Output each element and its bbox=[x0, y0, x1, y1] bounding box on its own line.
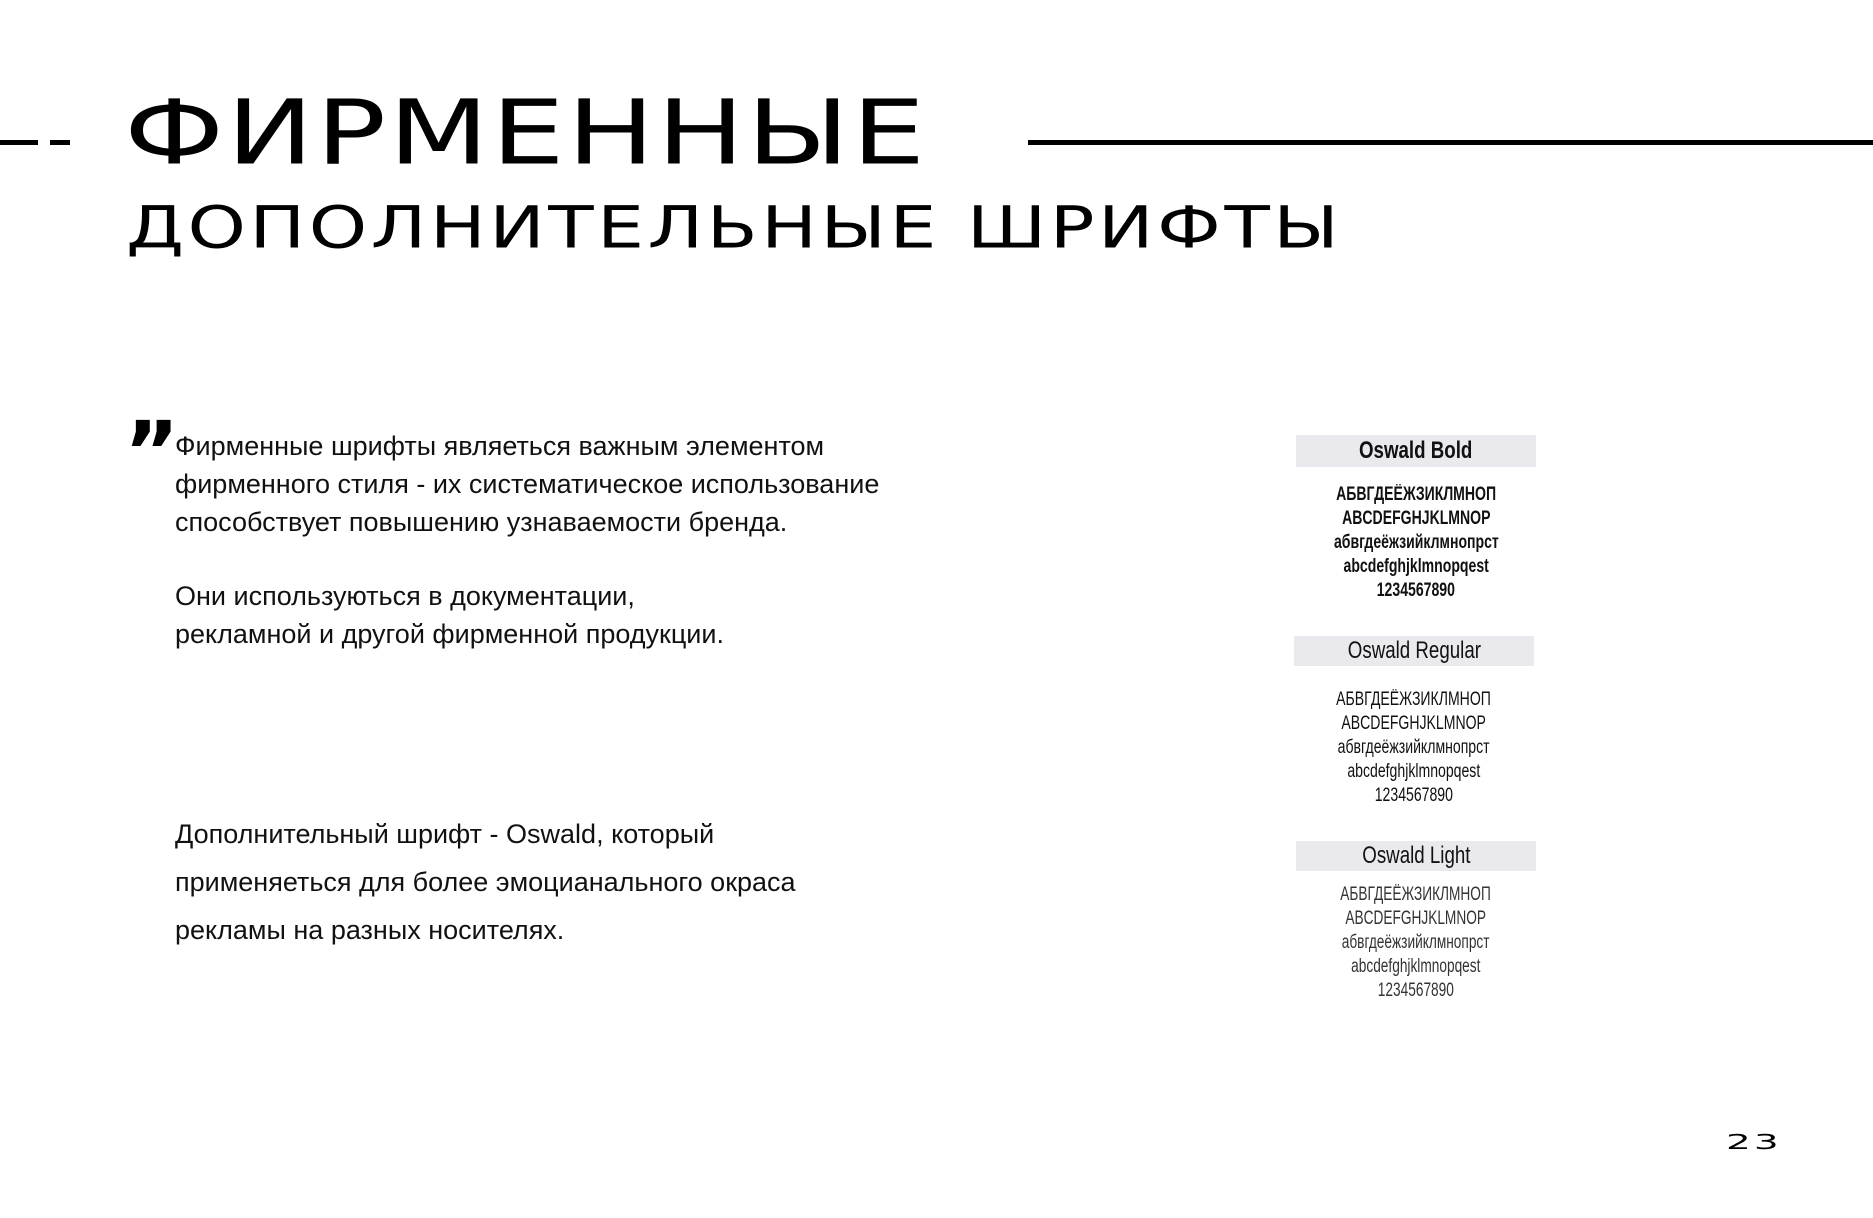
specimen-sample bbox=[1296, 883, 1536, 1003]
header-rule-left bbox=[0, 140, 38, 145]
specimen-line: 1234567890 bbox=[1374, 785, 1454, 806]
page-number: 23 bbox=[1726, 1130, 1782, 1155]
page-title: ФИРМЕННЫЕ bbox=[124, 80, 928, 186]
specimen-line: ABCDEFGHJKLMNOP bbox=[1341, 508, 1491, 529]
specimen-line: АБВГДЕЁЖЗИКЛМНОП bbox=[1336, 689, 1492, 710]
specimen-label: Oswald Regular bbox=[1294, 636, 1534, 666]
intro-paragraph-2 bbox=[175, 577, 995, 653]
intro-paragraph-3 bbox=[175, 810, 995, 954]
specimen-line: ABCDEFGHJKLMNOP bbox=[1341, 713, 1487, 734]
specimen-line: абвгдеёжзийклмнопрст bbox=[1338, 737, 1490, 758]
quote-mark-icon: ” bbox=[124, 403, 176, 501]
intro-paragraph-1 bbox=[175, 427, 995, 541]
specimen-line: АБВГДЕЁЖЗИКЛМНОП bbox=[1340, 884, 1492, 905]
specimen-line: 1234567890 bbox=[1376, 580, 1456, 601]
paragraph-line: рекламы на разных носителях. bbox=[175, 915, 565, 945]
paragraph-line: рекламной и другой фирменной продукции. bbox=[175, 619, 724, 649]
page-subtitle: ДОПОЛНИТЕЛЬНЫЕ ШРИФТЫ bbox=[126, 195, 1343, 263]
specimen-line: abcdefghjklmnopqest bbox=[1347, 761, 1481, 782]
paragraph-line: способствует повышению узнаваемости бренда. bbox=[175, 507, 788, 537]
specimen-sample bbox=[1294, 688, 1534, 808]
paragraph-line: фирменного стиля - их систематическое использование bbox=[175, 469, 880, 499]
specimen-line: abcdefghjklmnopqest bbox=[1351, 956, 1481, 977]
font-specimen-oswald-light bbox=[1296, 841, 1536, 1003]
font-specimen-oswald-regular bbox=[1294, 636, 1534, 808]
specimen-line: абвгдеёжзийклмнопрст bbox=[1342, 932, 1490, 953]
specimen-line: 1234567890 bbox=[1377, 980, 1455, 1001]
paragraph-line: Они используються в документации, bbox=[175, 581, 635, 611]
font-specimen-oswald-bold bbox=[1296, 435, 1536, 603]
paragraph-line: применяеться для более эмоцианального окраса bbox=[175, 867, 796, 897]
specimen-line: абвгдеёжзийклмнопрст bbox=[1333, 532, 1499, 553]
header-rule-right bbox=[1028, 140, 1873, 145]
paragraph-line: Дополнительный шрифт - Oswald, который bbox=[175, 819, 715, 849]
specimen-line: ABCDEFGHJKLMNOP bbox=[1345, 908, 1487, 929]
specimen-label: Oswald Bold bbox=[1296, 435, 1536, 467]
specimen-sample bbox=[1296, 483, 1536, 603]
specimen-label: Oswald Light bbox=[1296, 841, 1536, 871]
specimen-line: abcdefghjklmnopqest bbox=[1343, 556, 1489, 577]
header-rule-left-dash bbox=[50, 140, 70, 145]
specimen-line: АБВГДЕЁЖЗИКЛМНОП bbox=[1335, 484, 1496, 505]
paragraph-line: Фирменные шрифты являеться важным элементом bbox=[175, 431, 825, 461]
